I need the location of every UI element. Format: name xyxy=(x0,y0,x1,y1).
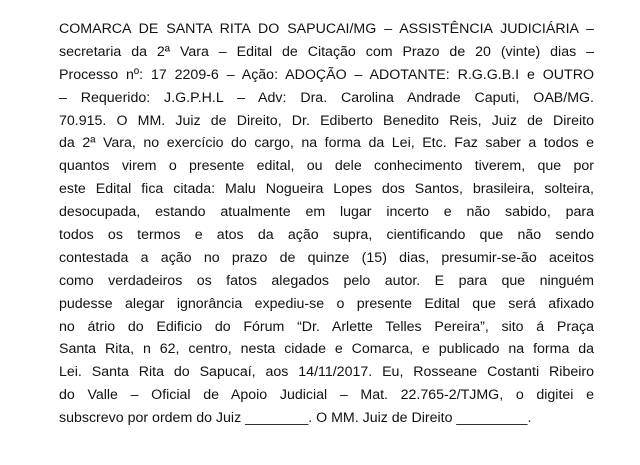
notice-line-17: do Valle – Oficial de Apoio Judicial – Mat. 22.765-2/TJMG, o digitei e xyxy=(59,387,594,404)
notice-line-18: subscrevo por ordem do Juiz ________. O MM. Juiz de Direito _________. xyxy=(59,410,532,427)
notice-line-1: COMARCA DE SANTA RITA DO SAPUCAI/MG – ASSISTÊNCIA JUDICIÁRIA – xyxy=(59,21,594,37)
notice-line-16: Lei. Santa Rita do Sapucaí, aos 14/11/2017. Eu, Rosseane Costanti Ribeiro xyxy=(59,364,594,381)
notice-line-14: no átrio do Edificio do Fórum “Dr. Arlette Telles Pereira”, sito á Praça xyxy=(59,318,594,335)
notice-line-10: todos os termos e atos da ação supra, cientificando que não sendo xyxy=(59,227,594,244)
notice-line-13: pudesse alegar ignorância expediu-se o presente Edital que será afixado xyxy=(59,295,594,312)
notice-line-11: contestada a ação no prazo de quinze (15) dias, presumir-se-ão aceitos xyxy=(59,249,594,266)
notice-line-12: como verdadeiros os fatos alegados pelo autor. E para que ninguém xyxy=(59,272,594,289)
court-notice-document xyxy=(59,18,594,430)
notice-line-8: este Edital fica citada: Malu Nogueira Lopes dos Santos, brasileira, solteira, xyxy=(59,181,594,198)
notice-line-5: 70.915. O MM. Juiz de Direito, Dr. Ediberto Benedito Reis, Juiz de Direito xyxy=(59,112,594,129)
notice-line-9: desocupada, estando atualmente em lugar incerto e não sabido, para xyxy=(59,204,594,221)
notice-line-4: – Requerido: J.G.P.H.L – Adv: Dra. Carolina Andrade Caputi, OAB/MG. xyxy=(59,89,594,106)
notice-line-2: secretaria da 2ª Vara – Edital de Citação com Prazo de 20 (vinte) dias – xyxy=(59,43,594,60)
notice-line-6: da 2ª Vara, no exercício do cargo, na forma da Lei, Etc. Faz saber a todos e xyxy=(59,135,594,152)
notice-line-3: Processo nº: 17 2209-6 – Ação: ADOÇÃO – ADOTANTE: R.G.G.B.I e OUTRO xyxy=(59,66,594,83)
notice-line-7: quantos virem o presente edital, ou dele conhecimento tiverem, que por xyxy=(59,158,594,175)
notice-line-15: Santa Rita, n 62, centro, nesta cidade e Comarca, e publicado na forma da xyxy=(59,341,594,358)
